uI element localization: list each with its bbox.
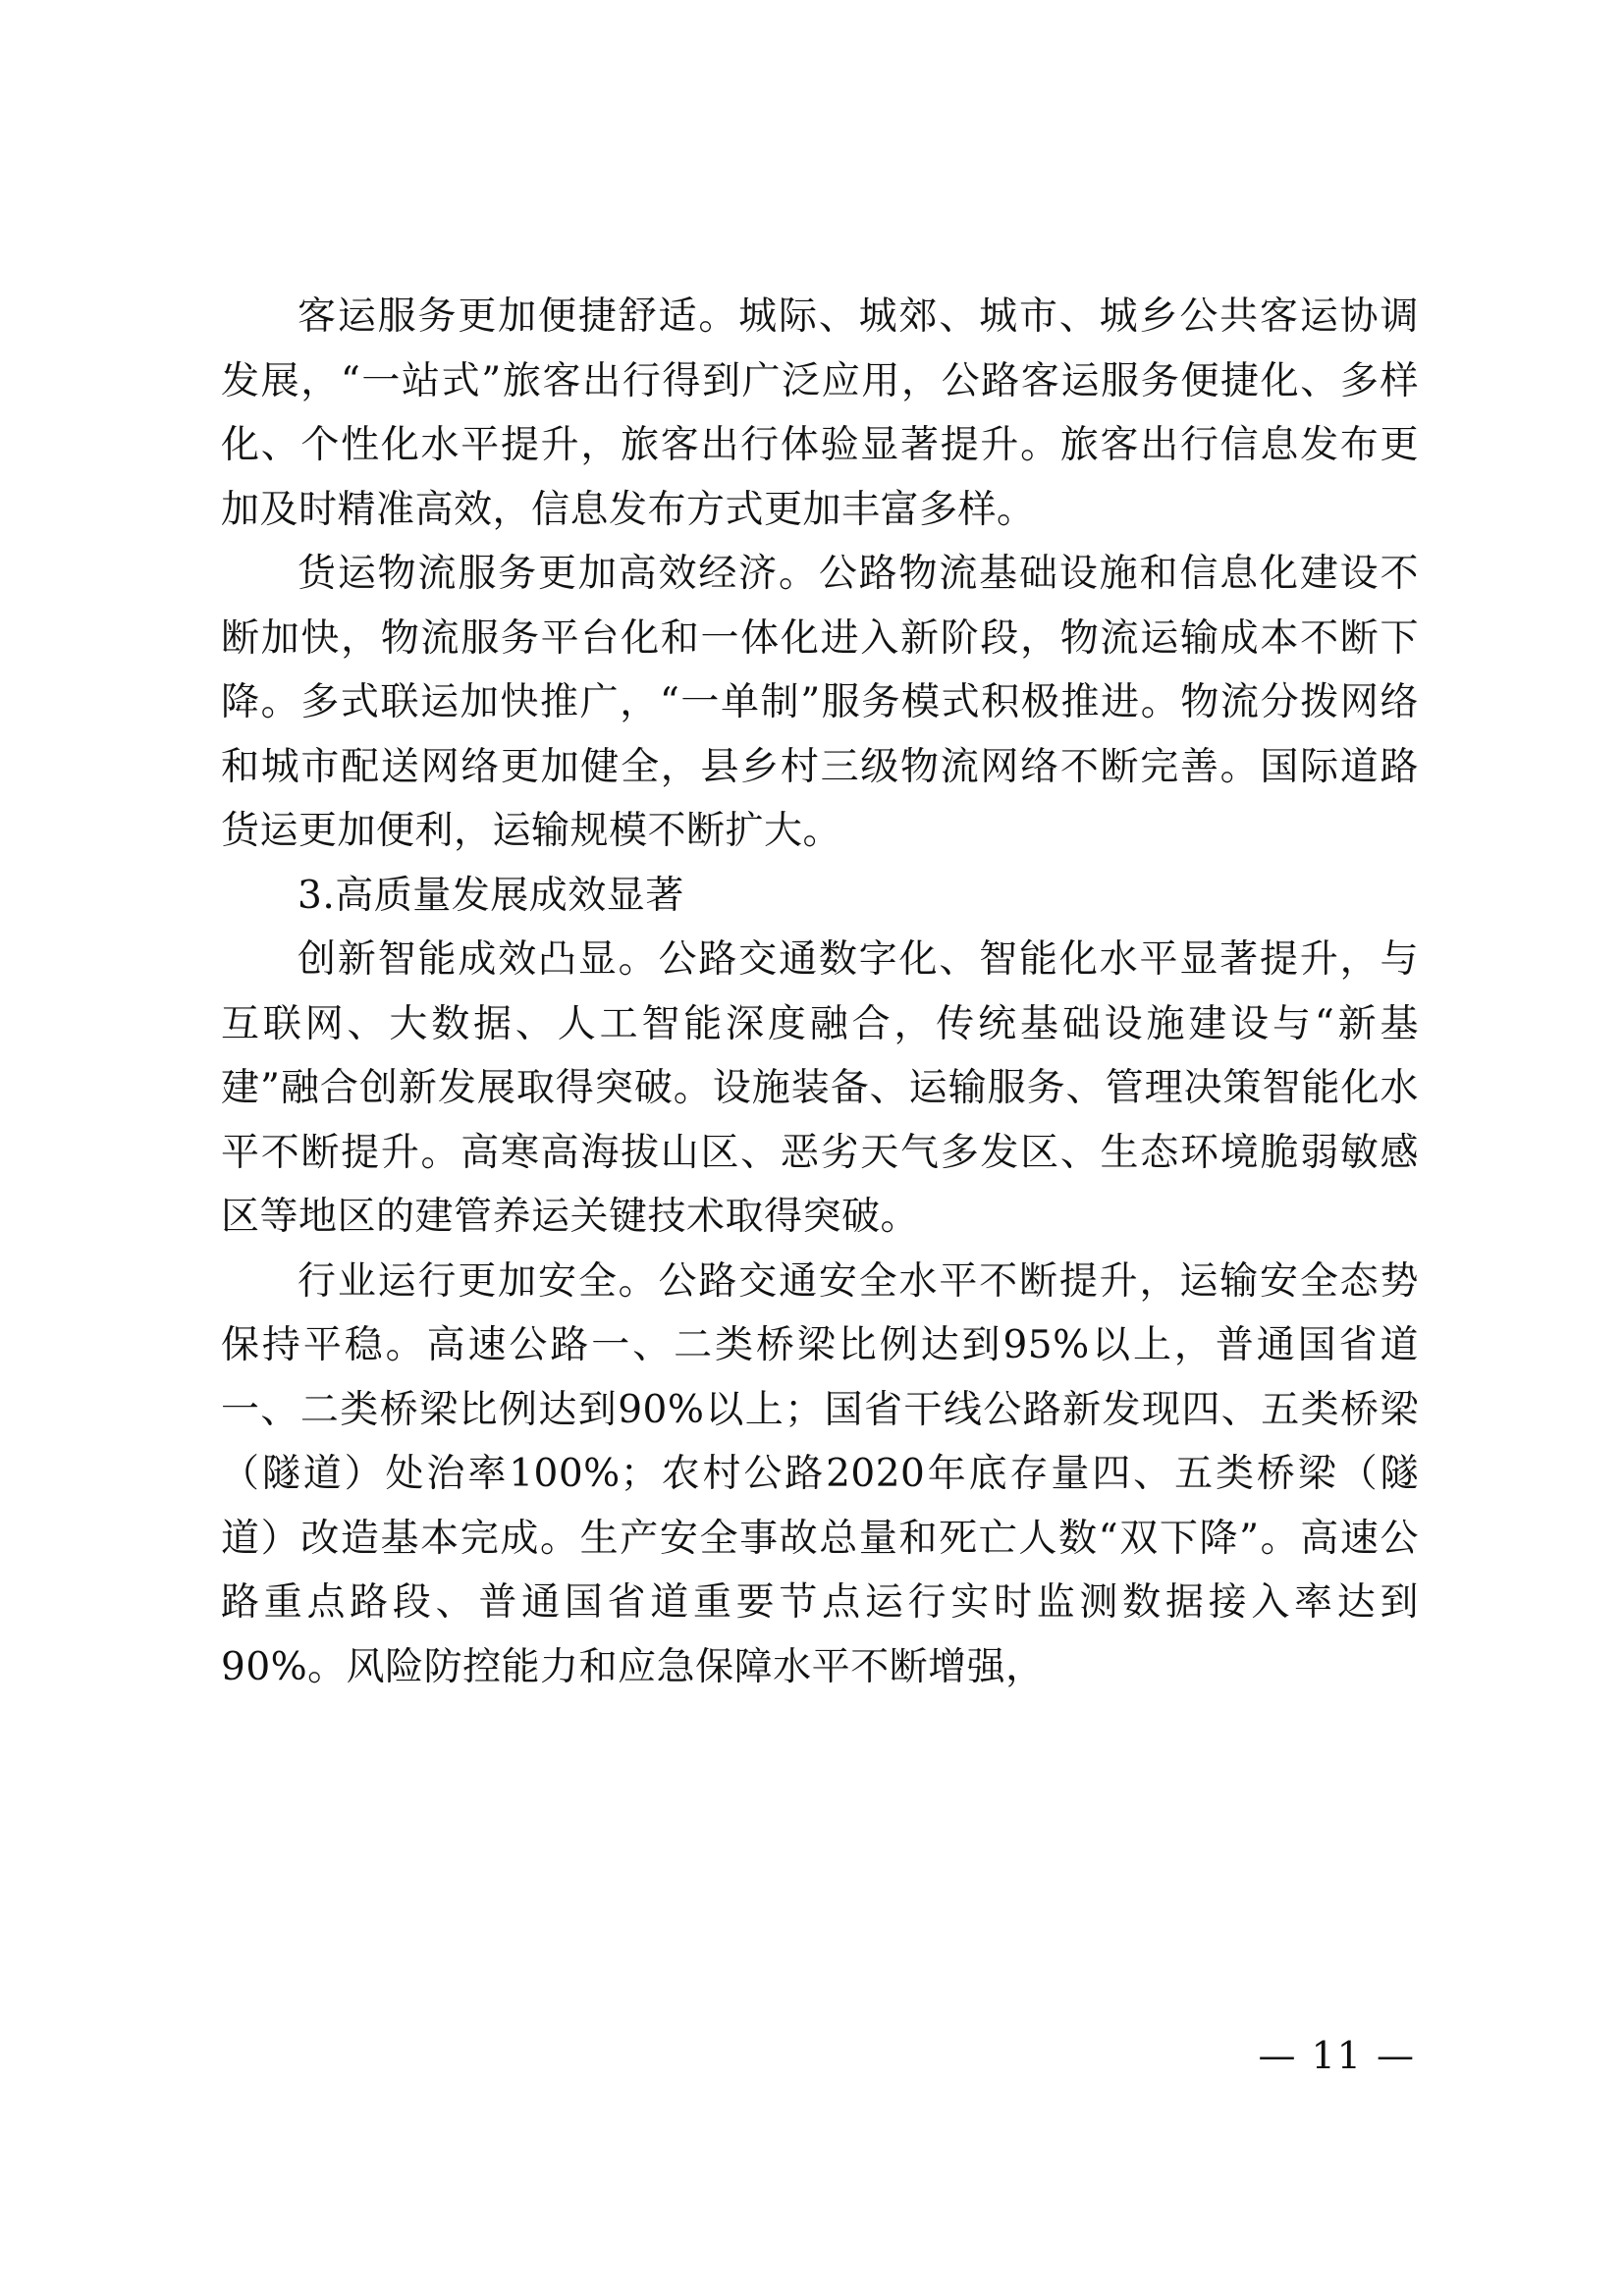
paragraph-safety: 行业运行更加安全。公路交通安全水平不断提升，运输安全态势保持平稳。高速公路一、二类桥梁比例达到95%以上，普通国省道一、二类桥梁比例达到90%以上；国省干线公路新发现四、五类桥梁（隧道）处治率100%；农村公路2020年底存量四、五类桥梁（隧道）改造基本完成。生产安全事故总量和死亡人数“双下降”。高速公路重点路段、普通国省道重要节点运行实时监测数据接入率达到90%。风险防控能力和应急保障水平不断增强， (221, 1258, 1419, 1689)
body-text (221, 285, 1419, 1699)
page-number: — 11 — (1258, 2034, 1416, 2077)
paragraph-freight-logistics: 货运物流服务更加高效经济。公路物流基础设施和信息化建设不断加快，物流服务平台化和一体化进入新阶段，物流运输成本不断下降。多式联运加快推广，“一单制”服务模式积极推进。物流分拨网络和城市配送网络更加健全，县乡村三级物流网络不断完善。国际道路货运更加便利，运输规模不断扩大。 (221, 552, 1419, 853)
paragraph-passenger-service: 客运服务更加便捷舒适。城际、城郊、城市、城乡公共客运协调发展，“一站式”旅客出行得到广泛应用，公路客运服务便捷化、多样化、个性化水平提升，旅客出行体验显著提升。旅客出行信息发布更加及时精准高效，信息发布方式更加丰富多样。 (221, 294, 1419, 532)
paragraph-innovation: 创新智能成效凸显。公路交通数字化、智能化水平显著提升，与互联网、大数据、人工智能深度融合，传统基础设施建设与“新基建”融合创新发展取得突破。设施装备、运输服务、管理决策智能化水平不断提升。高寒高海拔山区、恶劣天气多发区、生态环境脆弱敏感区等地区的建管养运关键技术取得突破。 (221, 937, 1419, 1239)
section-heading: 3.高质量发展成效显著 (298, 873, 684, 918)
